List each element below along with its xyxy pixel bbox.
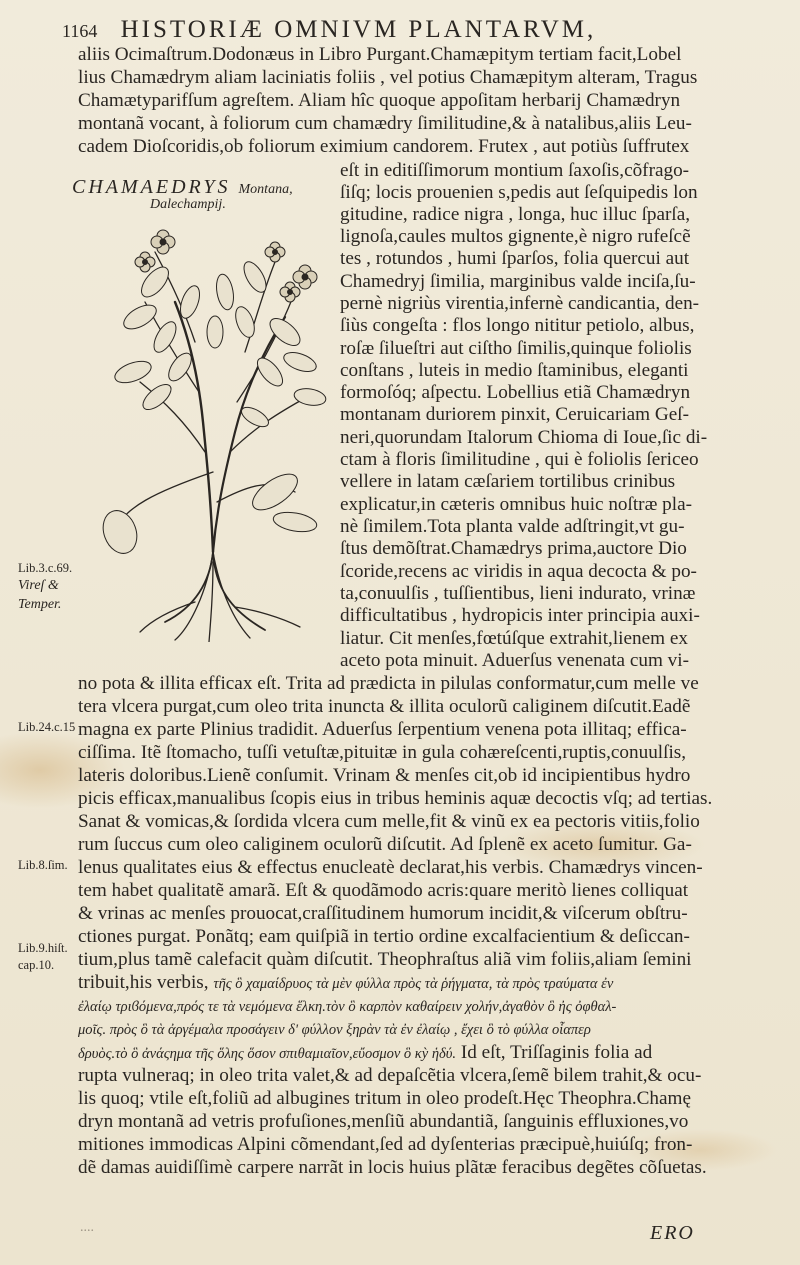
caption-sub: Montana, bbox=[238, 182, 293, 197]
margin-note: Lib.9.hiſt. bbox=[18, 941, 68, 955]
margin-note: Lib.8.ſim. bbox=[18, 858, 68, 872]
text-line: Chamedryj ſimilia, marginibus valde inciſa,ſu- bbox=[340, 271, 696, 292]
text-line: ctiones purgat. Ponãtq; eam quiſpiã in tertio ordine excalfacientium & deſiccan- bbox=[78, 926, 690, 947]
text-line: montanam duriorem pinxit, Ceruicariam Geſ- bbox=[340, 404, 690, 425]
catchword: ERO bbox=[650, 1222, 695, 1244]
text-line: tera vlcera purgat,cum oleo trita inuncta & illita oculorũ caliginem diſcutit.Eadẽ bbox=[78, 696, 691, 717]
text-line: mitiones immodicas Alpini cõmendant,ſed ad dyſenterias præcipuè,huiúſq; fron- bbox=[78, 1134, 693, 1155]
text-line: Sanat & vomicas,& ſordida vlcera cum melle,fit & vinũ ex ea pectoris vitiis,folio bbox=[78, 811, 700, 832]
caption-main: CHAMAEDRYS bbox=[72, 176, 231, 198]
text-line: lateris doloribus.Lienẽ conſumit. Vrinam & menſes cit,ob id incipientibus hydro bbox=[78, 765, 691, 786]
text-line: tium,plus tamẽ calefacit quàm diſcutit. Theophraſtus aliã vim foliis,aliam ſemini bbox=[78, 949, 692, 970]
text-line: ſiſq; locis prouenien s,pedis aut ſeſquipedis lon bbox=[340, 182, 698, 203]
text-line: vellere in latam cæſariem tortilibus crinibus bbox=[340, 471, 676, 492]
text-line: explicatur,in cæteris omnibus huic noſtræ pla- bbox=[340, 494, 692, 515]
figure-caption bbox=[72, 176, 293, 199]
text-line: difficultatibus , hydropicis inter principia auxi- bbox=[340, 605, 700, 626]
text-line: magna ex parte Plinius tradidit. Aduerſus ſerpentium venena pota illitaq; effica- bbox=[78, 719, 687, 740]
running-title: HISTORIÆ OMNIVM PLANTARVM, bbox=[120, 16, 597, 43]
text-line: lius Chamædrym aliam laciniatis foliis , vel potius Chamæpitym alteram, Tragus bbox=[78, 67, 698, 88]
text-line: tes , rotundos , humi ſparſos, folia quercui aut bbox=[340, 248, 690, 269]
signature-mark: .... bbox=[80, 1220, 94, 1235]
text-line: formoſóq; aſpectu. Lobellius etiã Chamædryn bbox=[340, 382, 691, 403]
text-line: no pota & illita efficax eſt. Trita ad prædicta in pilulas conformatur,cum melle ve bbox=[78, 673, 699, 694]
margin-note: Lib.24.c.15 bbox=[18, 720, 76, 734]
text-line: montanã vocant, à foliorum cum chamædry ſimilitudine,& à natalibus,aliis Leu- bbox=[78, 113, 692, 134]
greek-line: ἐλαίῳ τριϐόμενα,πρός τε τὰ νεμόμενα ἕλκη.τὸν ὃ καρπὸν καθαίρειν χολήν,ἀγαθὸν ὃ ἠς ὀφθαλ- bbox=[78, 999, 617, 1015]
text-line: aceto pota minuit. Aduerſus venenata cum vi- bbox=[340, 650, 690, 671]
text-line bbox=[78, 1042, 652, 1065]
text-line: neri,quorundam Italorum Chioma di Ioue,ſic di- bbox=[340, 427, 708, 448]
greek-text: τῆς ὃ χαμαίδρυος τὰ μὲν φύλλα πρὸς τὰ ῥήγματα, τὰ πρὸς τραύματα ἐν bbox=[213, 976, 614, 992]
text-line: lignoſa,caules multos gignente,è nigro rufeſcẽ bbox=[340, 226, 691, 247]
greek-line: μοῖς. πρὸς ὃ τὰ ἀργέμαλα προσάγειν δ' φύλλον ξηρὰν τὰ ἐν ἐλαίῳ , ἔχει ὃ τὸ φύλλα οἷαπερ bbox=[78, 1022, 591, 1038]
margin-note: cap.10. bbox=[18, 958, 55, 972]
text-line: dẽ damas auidiſſimè carpere narrãt in locis huius plãtæ feracibus degẽtes cõſuetas. bbox=[78, 1157, 707, 1178]
text-segment: Id eſt, Triſſaginis folia ad bbox=[460, 1042, 653, 1063]
margin-note: Vireſ & bbox=[18, 578, 59, 593]
text-line: gitudine, radice nigra , longa, huc illuc ſparſa, bbox=[340, 204, 691, 225]
text-line: rupta vulneraq; in oleo trita valet,& ad depaſcẽtia vlcera,ſemẽ bilem trahit,& ocu- bbox=[78, 1065, 702, 1086]
text-line: Chamætyparifſum agreſtem. Aliam hîc quoque appoſitam herbarij Chamædryn bbox=[78, 90, 681, 111]
text-line: ſtus demõſtrat.Chamædrys prima,auctore Dio bbox=[340, 538, 687, 559]
text-line: dryn montanã ad vetris profuſiones,menſiũ abundantiã, ſanguinis effluxiones,vo bbox=[78, 1111, 689, 1132]
text-line: picis efficax,manualibus ſcopis eius in tribus heminis aquæ decoctis vſq; ad tertias. bbox=[78, 788, 713, 809]
text-line: tem habet qualitatẽ amarã. Eſt & quodãmodo acris:quare meritò lienes colliquat bbox=[78, 880, 689, 901]
text-line: aliis Ocimaſtrum.Dodonæus in Libro Purgant.Chamæpitym tertiam facit,Lobel bbox=[78, 44, 682, 65]
caption-author: Dalechampij. bbox=[150, 197, 226, 212]
text-line: conſtans , luteis in medio ſtaminibus, eleganti bbox=[340, 360, 689, 381]
text-line: cadem Dioſcoridis,ob foliorum eximium candorem. Frutex , aut potiùs ſuffrutex bbox=[78, 136, 690, 157]
text-line: liatur. Cit menſes,fœtúſque extrahit,lienem ex bbox=[340, 628, 688, 649]
text-line: nè ſimilem.Tota planta valde adſtringit,vt gu- bbox=[340, 516, 685, 537]
text-line: ciſſima. Itẽ ſtomacho, tuſſi vetuſtæ,pituitæ in gula cohæreſcenti,ruptis,conuulſis, bbox=[78, 742, 687, 763]
margin-note: Lib.3.c.69. bbox=[18, 561, 73, 575]
running-header bbox=[62, 16, 622, 44]
text-line: roſæ ſilueſtri aut ciſtho ſimilis,quinque foliolis bbox=[340, 338, 692, 359]
text-line: ta,conuulſis , tuſſientibus, lieni indurato, vrinæ bbox=[340, 583, 696, 604]
text-line: ctam à floris ſimilitudine , qui è foliolis ſericeo bbox=[340, 449, 699, 470]
text-line: lis quoq; vtile eſt,foliũ ad albugines tritum in oleo prodeſt.Hęc Theophra.Chamę bbox=[78, 1088, 691, 1109]
text-segment: tribuit,his verbis, bbox=[78, 972, 209, 993]
text-line: eſt in editiſſimorum montium ſaxoſis,cõfrago- bbox=[340, 160, 690, 181]
margin-note: Temper. bbox=[18, 597, 62, 612]
greek-text: δρυὸς.τὸ ὃ ἀνάςημα τῆς ὅλης ὅσον σπιθαμιαῖον,εὔοσμον ὃ κỳ ἡδύ. bbox=[78, 1046, 457, 1062]
text-line: ſcoride,recens ac viridis in aqua decocta & po- bbox=[340, 561, 697, 582]
text-line: ſiùs congeſta : flos longo nititur petiolo, albus, bbox=[340, 315, 695, 336]
text-line: pernè nigriùs virentia,infernè candicantia, den- bbox=[340, 293, 700, 314]
text-line bbox=[78, 972, 613, 995]
page-number: 1164 bbox=[62, 21, 98, 41]
text-line: rum ſuccus cum oleo caliginem oculorũ diſcutit. Ad ſplenẽ ex aceto ſumitur. Ga- bbox=[78, 834, 692, 855]
text-line: lenus qualitates eius & effectus enucleatè declarat,his verbis. Chamædrys vincen- bbox=[78, 857, 703, 878]
text-line: & vrinas ac menſes prouocat,craſſitudinem humorum incidit,& viſcerum obſtru- bbox=[78, 903, 688, 924]
plant-illustration bbox=[95, 222, 335, 642]
